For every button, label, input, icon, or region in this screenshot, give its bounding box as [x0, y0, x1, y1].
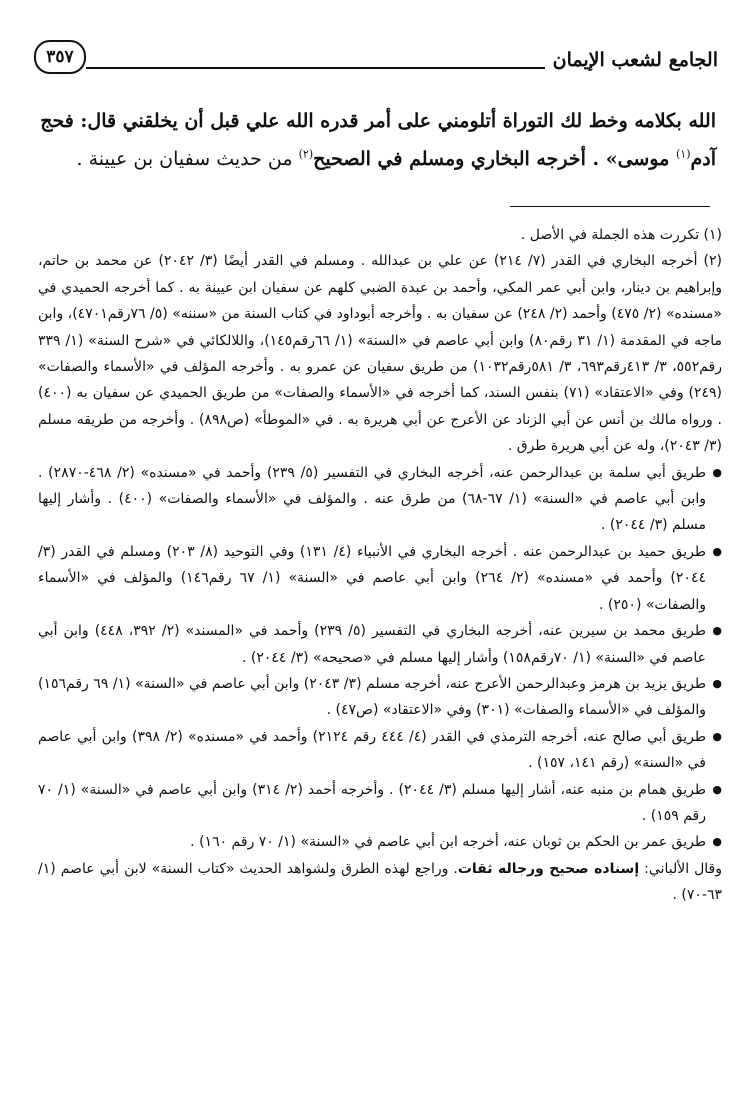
chain-item-2: ● طريق حميد بن عبدالرحمن عنه . أخرجه البخاري في الأنبياء (٤/ ١٣١) وفي التوحيد (٨/ ٢٠٣) ومسلم في القدر (٣/ ٢٠٤٤) وأحمد في «مسنده» (٢/ ٢٦٤) وابن أبي عاصم في «السنة» (١/ ٦٧ رقم١٤٦) والمؤلف في «الأسماء والصفات» (٢٥٠) .: [38, 539, 722, 618]
chain-item-4: ● طريق يزيد بن هرمز وعبدالرحمن الأعرج عنه، أخرجه مسلم (٣/ ٢٠٤٣) وابن أبي عاصم في «السنة» (١/ ٦٩ رقم١٥٦) والمؤلف في «الأسماء والصفات» (٣٠١) وفي «الاعتقاد» (ص٤٧) .: [38, 671, 722, 724]
chain-item-3: ● طريق محمد بن سيرين عنه، أخرجه البخاري في التفسير (٥/ ٢٣٩) وأحمد في «المسند» (٢/ ٣٩٢، ٤٤٨) وابن أبي عاصم في «السنة» (١/ ٧٠رقم١٥٨) وأشار إليها مسلم في «صحيحه» (٣/ ٢٠٤٤) .: [38, 618, 722, 671]
header-rule: [86, 67, 545, 69]
main-line-2-adam: آدم: [690, 148, 716, 170]
chain-item-1: ● طريق أبي سلمة بن عبدالرحمن عنه، أخرجه البخاري في التفسير (٥/ ٢٣٩) وأحمد في «مسنده» (٢/ ٤٦٨-٢٨٧٠) . وابن أبي عاصم في «السنة» (١/ ٦٧-٦٨) من طرق عنه . والمؤلف في «الأسماء والصفات» (٤٠٠) . وأشار إليها مسلم (٣/ ٢٠٤٤) .: [38, 460, 722, 539]
footnote-2: (٢) أخرجه البخاري في القدر (٧/ ٢١٤) عن علي بن عبدالله . ومسلم في القدر أيضًا (٣/ ٢٠٤٢) عن محمد بن حاتم، وإبراهيم بن دينار، وابن أبي عمر المكي، وأحمد بن عبدة الضبي كلهم عن سفيان ابن عيينة به . كما أخرجه الحميدي في «مسنده» (٢/ ٤٧٥) وأحمد (٢/ ٢٤٨) عن سفيان به . وأخرجه أبوداود في كتاب السنة من «سننه» (٥/ ٧٦رقم٤٧٠١)، وابن ماجه في المقدمة (١/ ٣١ رقم٨٠) وابن أبي عاصم في «السنة» (١/ ٦٦رقم١٤٥)، واللالكائي في «شرح السنة» (١/ ٣٣٩ رقم٥٥٢، ٣/ ٤١٣رقم٦٩٣، ٣/ ٥٨١رقم١٠٣٢) من طريق سفيان عن عمرو به . وأخرجه المؤلف في «الأسماء والصفات» (٢٤٩) وفي «الاعتقاد» (٧١) بنفس السند، كما أخرجه في «الأسماء والصفات» من طريق الحميدي عن سفيان به (٤٠٠) . ورواه مالك بن أنس عن أبي الزناد عن الأعرج عن أبي هريرة به . في «الموطأ» (ص٨٩٨) . وأخرجه من طريقه مسلم (٣/ ٢٠٤٣)، وله عن أبي هريرة طرق .: [38, 253, 723, 455]
albani-verdict: إسناده صحيح ورجاله ثقات: [457, 860, 640, 877]
footnote-ref-1: (١): [675, 147, 691, 161]
main-line-1: الله بكلامه وخط لك التوراة أتلومني على أمر قدره الله علي قبل أن يخلقني قال: فحج: [40, 110, 716, 132]
footnotes: [38, 222, 722, 909]
chain-item-5: ● طريق أبي صالح عنه، أخرجه الترمذي في القدر (٤/ ٤٤٤ رقم ٢١٢٤) وأحمد في «مسنده» (٢/ ٣٩٨) وابن أبي عاصم في «السنة» (رقم ١٤١، ١٥٧) .: [38, 724, 722, 777]
albani-prefix: وقال الألباني:: [639, 860, 723, 877]
chain-item-7: ● طريق عمر بن الحكم بن ثوبان عنه، أخرجه ابن أبي عاصم في «السنة» (١/ ٧٠ رقم ١٦٠) .: [38, 829, 722, 855]
footnote-1: (١) تكررت هذه الجملة في الأصل .: [520, 227, 722, 243]
page-header: [46, 40, 718, 80]
chain-item-6: ● طريق همام بن منبه عنه، أشار إليها مسلم (٣/ ٢٠٤٤) . وأخرجه أحمد (٢/ ٣١٤) وابن أبي عاصم في «السنة» (١/ ٧٠ رقم ١٥٩) .: [38, 777, 722, 830]
footnote-ref-2: (٢): [298, 147, 314, 161]
main-text: [38, 102, 716, 178]
main-line-2: [38, 140, 716, 178]
chains-list: [38, 460, 722, 856]
main-line-2-end: من حديث سفيان بن عيينة .: [76, 148, 299, 170]
albani-note: [38, 856, 722, 909]
albani-suffix: . وراجع لهذه الطرق ولشواهد الحديث «كتاب السنة» لابن أبي عاصم (١/ ٦٣-٧٠) .: [38, 860, 722, 904]
running-title: الجامع لشعب الإيمان: [552, 49, 718, 71]
footnote-rule: [510, 206, 710, 207]
page-number: ٣٥٧: [34, 40, 86, 74]
main-line-2-musa: موسى» . أخرجه البخاري ومسلم في الصحيح: [313, 148, 676, 170]
